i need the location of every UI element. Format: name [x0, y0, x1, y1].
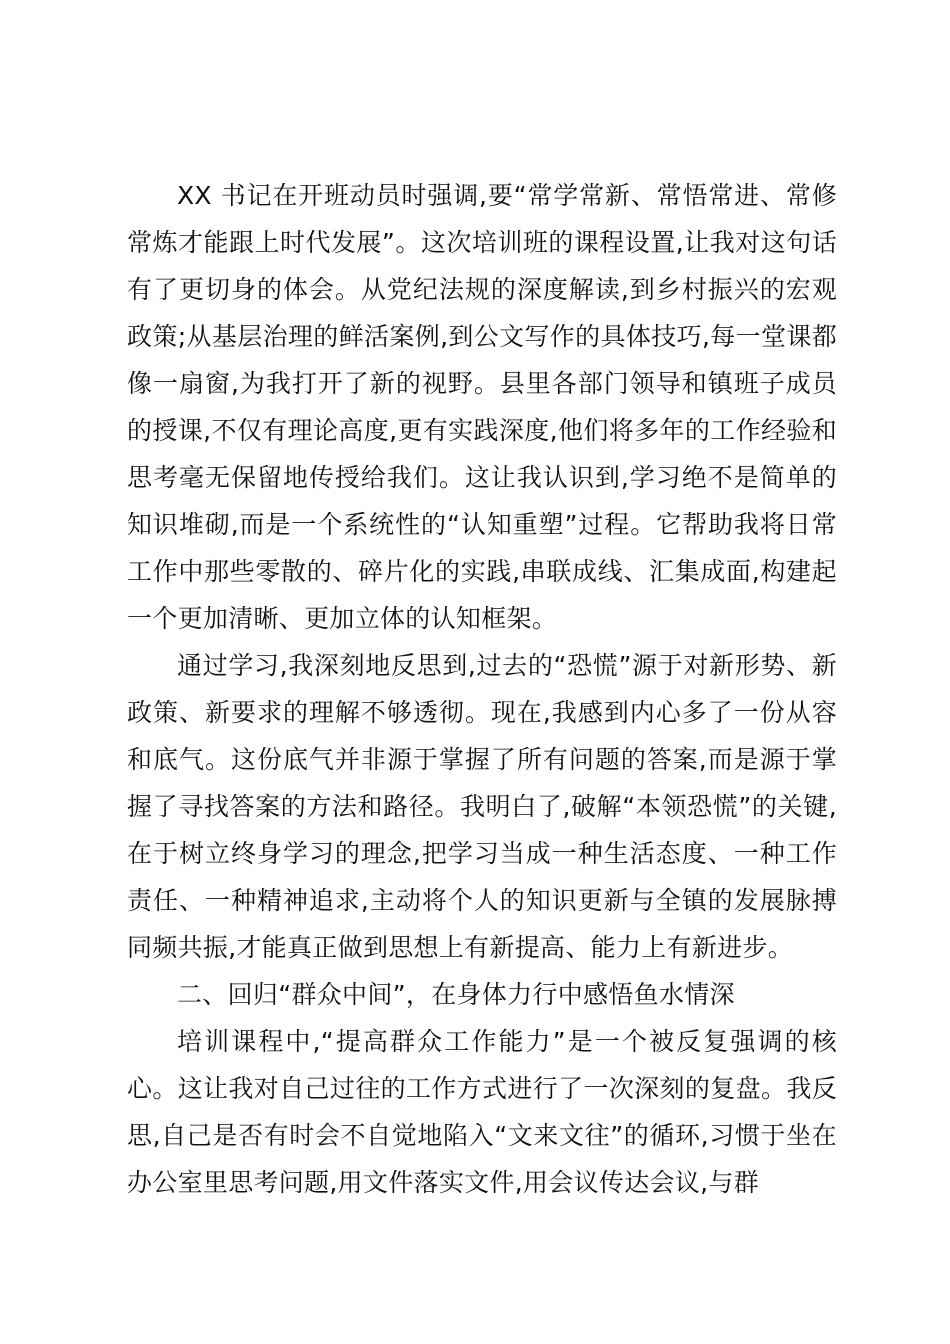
paragraph-training-reflection: XX 书记在开班动员时强调,要“常学常新、常悟常进、常修常炼才能跟上时代发展”。这次培训班的课程设置,让我对这句话有了更切身的体会。从党纪法规的深度解读,到乡村振兴的宏观政策;从基层治理的鲜活案例,到公文写作的具体技巧,每一堂课都像一扇窗,为我打开了新的视野。县里各部门领导和镇班子成员的授课,不仅有理论高度,更有实践深度,他们将多年的工作经验和思考毫无保留地传授给我们。这让我认识到,学习绝不是简单的知识堆砌,而是一个系统性的“认知重塑”过程。它帮助我将日常工作中那些零散的、碎片化的实践,串联成线、汇集成面,构建起一个更加清晰、更加立体的认知框架。 [127, 181, 837, 633]
section-heading: 二、回归“群众中间”，在身体力行中感悟鱼水情深 [177, 980, 735, 1009]
paragraph-mass-work: 培训课程中,“提高群众工作能力”是一个被反复强调的核心。这让我对自己过往的工作方式进行了一次深刻的复盘。我反思,自己是否有时会不自觉地陷入“文来文往”的循环,习惯于坐在办公室里思考问题,用文件落实文件,用会议传达会议,与群 [127, 1027, 837, 1197]
paragraph-learning-insight: 通过学习,我深刻地反思到,过去的“恐慌”源于对新形势、新政策、新要求的理解不够透彻。现在,我感到内心多了一份从容和底气。这份底气并非源于掌握了所有问题的答案,而是源于掌握了寻找答案的方法和路径。我明白了,破解“本领恐慌”的关键,在于树立终身学习的理念,把学习当成一种生活态度、一种工作责任、一种精神追求,主动将个人的知识更新与全镇的发展脉搏同频共振,才能真正做到思想上有新提高、能力上有新进步。 [127, 651, 837, 962]
document-body [127, 172, 837, 1206]
